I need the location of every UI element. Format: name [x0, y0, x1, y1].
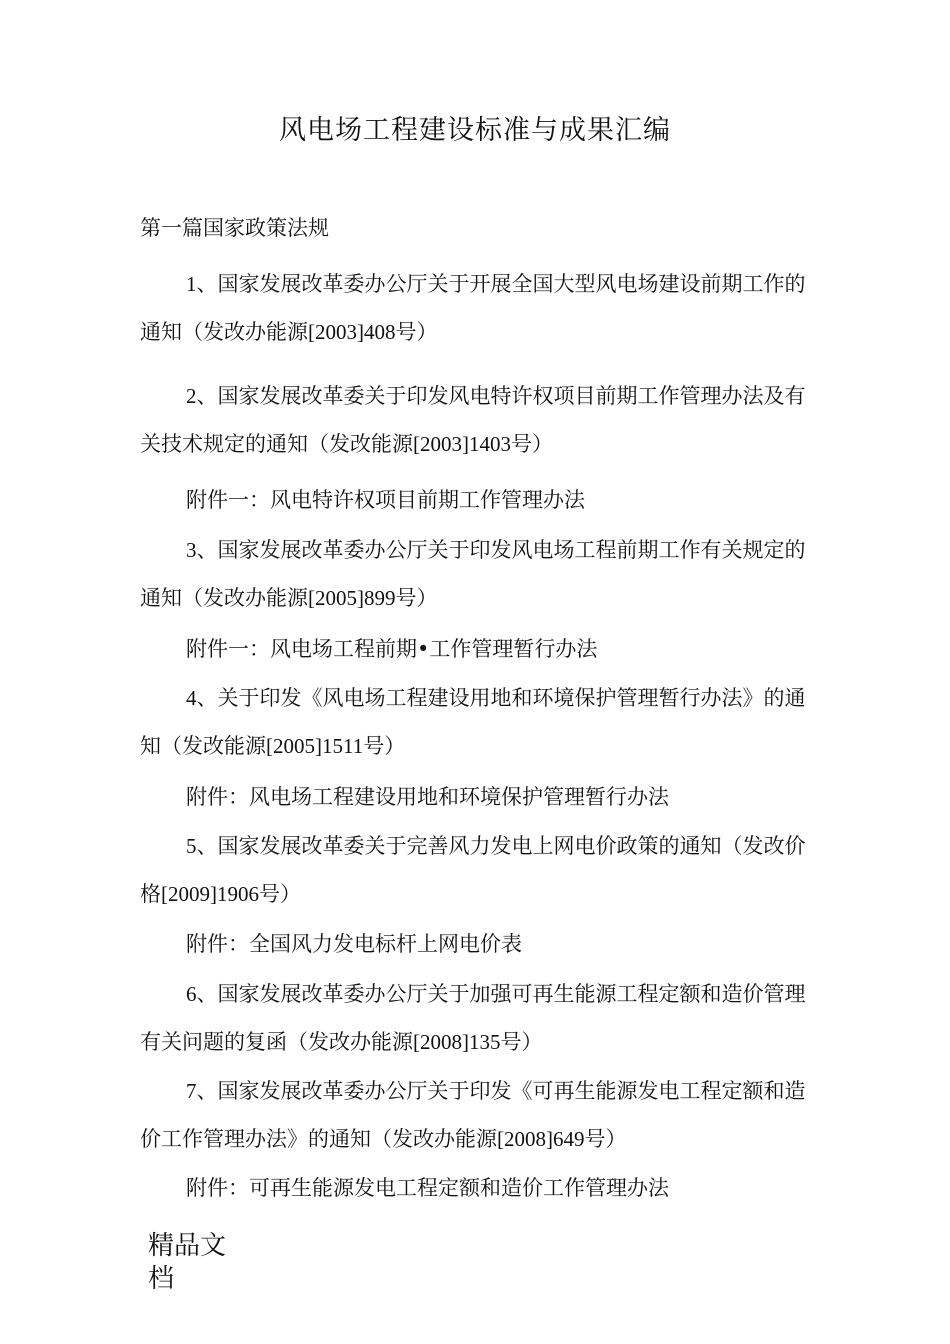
- entry-text: 国家发展改革委办公厅关于开展全国大型风电场建设前期工作的通知: [140, 272, 806, 344]
- attachment-line: 附件：风电场工程建设用地和环境保护管理暂行办法: [186, 785, 669, 809]
- entry-number: 5、: [186, 834, 218, 858]
- attachment-line: 附件一：风电场工程前期•工作管理暂行办法: [186, 637, 598, 661]
- footer-watermark: 精品文档: [148, 1231, 227, 1294]
- list-item: [140, 822, 808, 918]
- entry-text: 国家发展改革委关于印发风电特许权项目前期工作管理办法及有关技术规定的通知: [140, 384, 806, 456]
- list-item: [140, 1067, 808, 1163]
- list-item: [140, 260, 808, 356]
- list-item: [140, 372, 808, 468]
- entry-number: 3、: [186, 538, 218, 562]
- document-title: 风电场工程建设标准与成果汇编: [279, 115, 671, 146]
- entry-text: 国家发展改革委办公厅关于印发风电场工程前期工作有关规定的通知: [140, 538, 806, 610]
- entry-reference: （发改办能源[2008]649号）: [371, 1127, 627, 1151]
- entry-text: 关于印发《风电场工程建设用地和环境保护管理暂行办法》的通知: [140, 686, 806, 758]
- entry-reference: （发改办能源[2003]408号）: [182, 320, 438, 344]
- entry-reference: （发改能源[2005]1511号）: [161, 734, 406, 758]
- entry-reference: （发改办能源[2008]135号）: [287, 1030, 543, 1054]
- entry-text: 国家发展改革委办公厅关于加强可再生能源工程定额和造价管理有关问题的复函: [140, 982, 806, 1054]
- entry-reference: （发改办能源[2005]899号）: [182, 586, 438, 610]
- attachment-line: 附件一：风电特许权项目前期工作管理办法: [186, 488, 585, 512]
- entry-number: 1、: [186, 272, 218, 296]
- entry-number: 4、: [186, 686, 218, 710]
- entry-text: 国家发展改革委办公厅关于印发《可再生能源发电工程定额和造价工作管理办法》的通知: [140, 1079, 806, 1151]
- list-item: [140, 526, 808, 622]
- attachment-line: 附件：可再生能源发电工程定额和造价工作管理办法: [186, 1176, 669, 1200]
- list-item: [140, 970, 808, 1066]
- entry-reference: （发改价格[2009]1906号）: [140, 834, 806, 906]
- list-item: [140, 674, 808, 770]
- attachment-line: 附件：全国风力发电标杆上网电价表: [186, 932, 522, 956]
- entry-number: 7、: [186, 1079, 218, 1103]
- entry-text: 国家发展改革委关于完善风力发电上网电价政策的通知: [217, 834, 722, 858]
- entry-number: 6、: [186, 982, 218, 1006]
- entry-number: 2、: [186, 384, 218, 408]
- entry-reference: （发改能源[2003]1403号）: [308, 432, 553, 456]
- section-heading: 第一篇国家政策法规: [140, 216, 329, 240]
